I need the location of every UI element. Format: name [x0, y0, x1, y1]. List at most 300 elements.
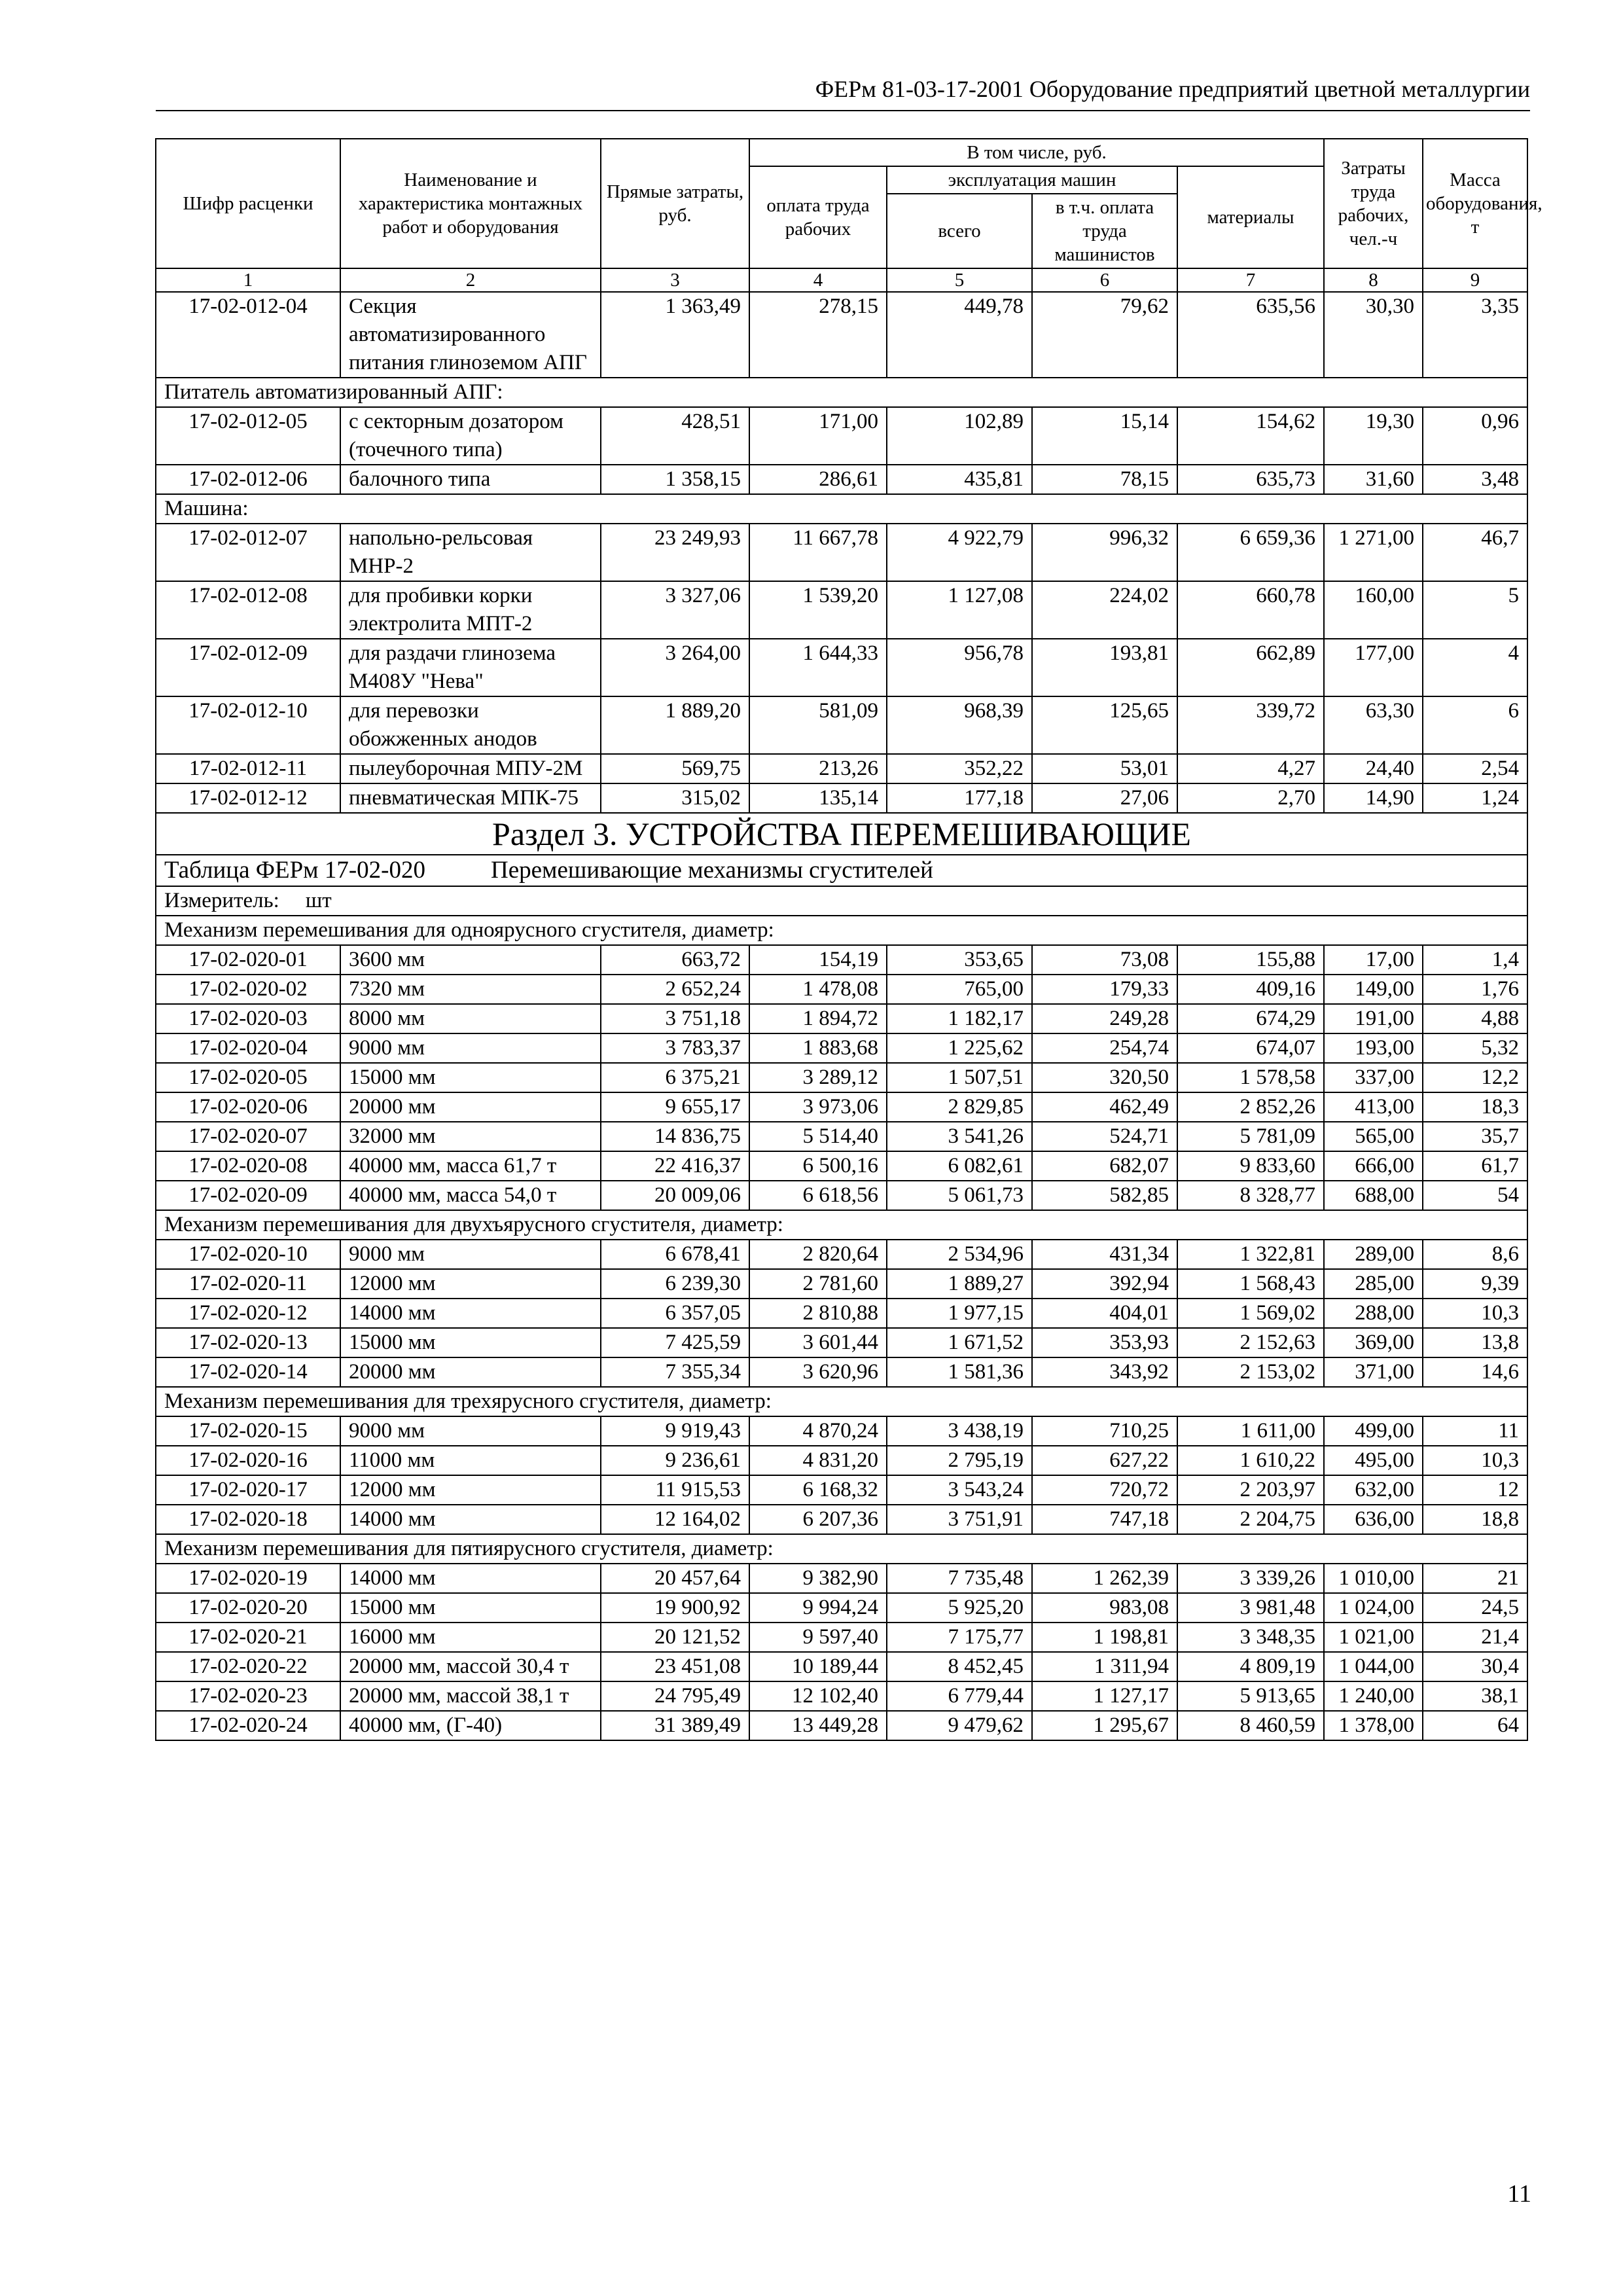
materials: 674,07	[1177, 1033, 1324, 1063]
equipment-mass: 10,3	[1423, 1299, 1527, 1328]
machine-total: 177,18	[887, 783, 1032, 813]
table-row	[156, 581, 1527, 639]
page-number: 11	[1507, 2180, 1531, 2208]
table-row	[156, 1623, 1527, 1652]
rate-name: 40000 мм, масса 54,0 т	[340, 1181, 601, 1210]
col-header-labor-hours: Затраты труда рабочих, чел.-ч	[1324, 139, 1423, 268]
table-row	[156, 1269, 1527, 1299]
machine-total: 353,65	[887, 945, 1032, 975]
machine-total: 5 925,20	[887, 1593, 1032, 1623]
rate-name: 12000 мм	[340, 1475, 601, 1505]
machine-total: 2 534,96	[887, 1240, 1032, 1269]
labor-hours: 369,00	[1324, 1328, 1423, 1357]
table-row	[156, 1151, 1527, 1181]
machinist-pay: 627,22	[1032, 1446, 1177, 1475]
labor-hours: 495,00	[1324, 1446, 1423, 1475]
rate-code: 17-02-020-04	[156, 1033, 340, 1063]
col-header-machinist-pay: в т.ч. оплата труда машинистов	[1032, 194, 1177, 268]
equipment-mass: 18,8	[1423, 1505, 1527, 1534]
section-block	[156, 813, 1527, 916]
labor-hours: 24,40	[1324, 754, 1423, 783]
direct-cost: 20 457,64	[601, 1564, 749, 1593]
col-number: 9	[1423, 268, 1527, 292]
rate-name: 14000 мм	[340, 1505, 601, 1534]
labor-hours: 14,90	[1324, 783, 1423, 813]
equipment-mass: 2,54	[1423, 754, 1527, 783]
direct-cost: 7 355,34	[601, 1357, 749, 1387]
machine-total: 3 541,26	[887, 1122, 1032, 1151]
labor-pay: 1 894,72	[749, 1004, 887, 1033]
labor-hours: 285,00	[1324, 1269, 1423, 1299]
machine-total: 5 061,73	[887, 1181, 1032, 1210]
labor-pay: 3 289,12	[749, 1063, 887, 1092]
materials: 2 152,63	[1177, 1328, 1324, 1357]
machine-total: 2 829,85	[887, 1092, 1032, 1122]
materials: 635,73	[1177, 465, 1324, 494]
machinist-pay: 983,08	[1032, 1593, 1177, 1623]
table-body-part2	[156, 916, 1527, 1740]
table-row	[156, 1181, 1527, 1210]
materials: 635,56	[1177, 292, 1324, 378]
rate-code: 17-02-020-23	[156, 1681, 340, 1711]
labor-pay: 5 514,40	[749, 1122, 887, 1151]
equipment-mass: 0,96	[1423, 407, 1527, 465]
table-row	[156, 292, 1527, 378]
materials: 2 203,97	[1177, 1475, 1324, 1505]
equipment-mass: 5,32	[1423, 1033, 1527, 1063]
materials: 4,27	[1177, 754, 1324, 783]
table-row	[156, 524, 1527, 581]
equipment-mass: 3,35	[1423, 292, 1527, 378]
rates-table	[155, 138, 1543, 1741]
col-number: 2	[340, 268, 601, 292]
col-header-mass: Масса оборудования, т	[1423, 139, 1527, 268]
rate-code: 17-02-012-10	[156, 696, 340, 754]
equipment-mass: 8,6	[1423, 1240, 1527, 1269]
machine-total: 7 735,48	[887, 1564, 1032, 1593]
labor-pay: 213,26	[749, 754, 887, 783]
labor-hours: 337,00	[1324, 1063, 1423, 1092]
materials: 1 322,81	[1177, 1240, 1324, 1269]
equipment-mass: 64	[1423, 1711, 1527, 1740]
machinist-pay: 249,28	[1032, 1004, 1177, 1033]
machine-total: 1 581,36	[887, 1357, 1032, 1387]
machinist-pay: 1 262,39	[1032, 1564, 1177, 1593]
machine-total: 1 671,52	[887, 1328, 1032, 1357]
col-header-name: Наименование и характеристика монтажных работ и оборудования	[340, 139, 601, 268]
section-title: Раздел 3. УСТРОЙСТВА ПЕРЕМЕШИВАЮЩИЕ	[156, 813, 1527, 855]
direct-cost: 31 389,49	[601, 1711, 749, 1740]
rate-code: 17-02-020-02	[156, 975, 340, 1004]
rate-name: 40000 мм, масса 61,7 т	[340, 1151, 601, 1181]
materials: 8 328,77	[1177, 1181, 1324, 1210]
group-row	[156, 916, 1527, 945]
group-row	[156, 494, 1527, 524]
rate-code: 17-02-020-22	[156, 1652, 340, 1681]
col-header-machine-total: всего	[887, 194, 1032, 268]
direct-cost: 19 900,92	[601, 1593, 749, 1623]
table-row	[156, 1328, 1527, 1357]
rate-code: 17-02-020-10	[156, 1240, 340, 1269]
labor-hours: 177,00	[1324, 639, 1423, 696]
rate-code: 17-02-012-06	[156, 465, 340, 494]
rate-code: 17-02-012-04	[156, 292, 340, 378]
rate-name: 9000 мм	[340, 1416, 601, 1446]
equipment-mass: 18,3	[1423, 1092, 1527, 1122]
machinist-pay: 79,62	[1032, 292, 1177, 378]
labor-pay: 10 189,44	[749, 1652, 887, 1681]
rate-name: балочного типа	[340, 465, 601, 494]
machinist-pay: 179,33	[1032, 975, 1177, 1004]
materials: 660,78	[1177, 581, 1324, 639]
rate-name: для раздачи глинозема М408У "Нева"	[340, 639, 601, 696]
labor-pay: 13 449,28	[749, 1711, 887, 1740]
table-title	[156, 855, 1527, 886]
materials: 9 833,60	[1177, 1151, 1324, 1181]
table-row	[156, 1033, 1527, 1063]
labor-pay: 2 820,64	[749, 1240, 887, 1269]
rate-name: 15000 мм	[340, 1063, 601, 1092]
labor-hours: 688,00	[1324, 1181, 1423, 1210]
labor-hours: 632,00	[1324, 1475, 1423, 1505]
labor-pay: 1 883,68	[749, 1033, 887, 1063]
direct-cost: 6 239,30	[601, 1269, 749, 1299]
machinist-pay: 73,08	[1032, 945, 1177, 975]
col-number: 5	[887, 268, 1032, 292]
group-label: Механизм перемешивания для двухъярусного сгустителя, диаметр:	[156, 1210, 1527, 1240]
labor-hours: 413,00	[1324, 1092, 1423, 1122]
labor-pay: 9 994,24	[749, 1593, 887, 1623]
materials: 5 913,65	[1177, 1681, 1324, 1711]
equipment-mass: 30,4	[1423, 1652, 1527, 1681]
rate-name: 3600 мм	[340, 945, 601, 975]
machinist-pay: 1 295,67	[1032, 1711, 1177, 1740]
rate-code: 17-02-020-17	[156, 1475, 340, 1505]
rate-name: 16000 мм	[340, 1623, 601, 1652]
table-row	[156, 1122, 1527, 1151]
group-row	[156, 1210, 1527, 1240]
table-row	[156, 1593, 1527, 1623]
labor-pay: 9 597,40	[749, 1623, 887, 1652]
table-row	[156, 1357, 1527, 1387]
labor-hours: 193,00	[1324, 1033, 1423, 1063]
machine-total: 2 795,19	[887, 1446, 1032, 1475]
direct-cost: 7 425,59	[601, 1328, 749, 1357]
machine-total: 968,39	[887, 696, 1032, 754]
labor-hours: 31,60	[1324, 465, 1423, 494]
labor-pay: 1 478,08	[749, 975, 887, 1004]
labor-hours: 1 240,00	[1324, 1681, 1423, 1711]
equipment-mass: 12	[1423, 1475, 1527, 1505]
col-header-including: В том числе, руб.	[749, 139, 1324, 166]
materials: 2 204,75	[1177, 1505, 1324, 1534]
machine-total: 1 182,17	[887, 1004, 1032, 1033]
labor-pay: 6 500,16	[749, 1151, 887, 1181]
materials: 674,29	[1177, 1004, 1324, 1033]
direct-cost: 9 919,43	[601, 1416, 749, 1446]
rate-code: 17-02-012-12	[156, 783, 340, 813]
table-row	[156, 1446, 1527, 1475]
materials: 1 610,22	[1177, 1446, 1324, 1475]
materials: 6 659,36	[1177, 524, 1324, 581]
machine-total: 102,89	[887, 407, 1032, 465]
equipment-mass: 61,7	[1423, 1151, 1527, 1181]
rate-name: 15000 мм	[340, 1328, 601, 1357]
equipment-mass: 11	[1423, 1416, 1527, 1446]
equipment-mass: 9,39	[1423, 1269, 1527, 1299]
equipment-mass: 21,4	[1423, 1623, 1527, 1652]
materials: 1 569,02	[1177, 1299, 1324, 1328]
labor-hours: 1 021,00	[1324, 1623, 1423, 1652]
materials: 2 153,02	[1177, 1357, 1324, 1387]
labor-hours: 289,00	[1324, 1240, 1423, 1269]
machine-total: 1 507,51	[887, 1063, 1032, 1092]
labor-pay: 1 644,33	[749, 639, 887, 696]
labor-pay: 2 781,60	[749, 1269, 887, 1299]
rate-name: 32000 мм	[340, 1122, 601, 1151]
rate-name: с секторным дозатором (точечного типа)	[340, 407, 601, 465]
labor-hours: 1 044,00	[1324, 1652, 1423, 1681]
machinist-pay: 224,02	[1032, 581, 1177, 639]
machinist-pay: 996,32	[1032, 524, 1177, 581]
equipment-mass: 21	[1423, 1564, 1527, 1593]
labor-hours: 19,30	[1324, 407, 1423, 465]
equipment-mass: 54	[1423, 1181, 1527, 1210]
direct-cost: 315,02	[601, 783, 749, 813]
table-row	[156, 1475, 1527, 1505]
labor-pay: 286,61	[749, 465, 887, 494]
labor-pay: 2 810,88	[749, 1299, 887, 1328]
machinist-pay: 431,34	[1032, 1240, 1177, 1269]
group-row	[156, 1534, 1527, 1564]
equipment-mass: 4	[1423, 639, 1527, 696]
direct-cost: 3 783,37	[601, 1033, 749, 1063]
direct-cost: 20 009,06	[601, 1181, 749, 1210]
direct-cost: 569,75	[601, 754, 749, 783]
table-row	[156, 696, 1527, 754]
col-header-materials: материалы	[1177, 166, 1324, 268]
machinist-pay: 1 127,17	[1032, 1681, 1177, 1711]
table-row	[156, 1505, 1527, 1534]
rate-code: 17-02-020-11	[156, 1269, 340, 1299]
materials: 409,16	[1177, 975, 1324, 1004]
direct-cost: 23 249,93	[601, 524, 749, 581]
table-body-part1	[156, 292, 1527, 813]
machine-total: 1 889,27	[887, 1269, 1032, 1299]
table-row	[156, 1416, 1527, 1446]
rate-code: 17-02-012-07	[156, 524, 340, 581]
labor-hours: 636,00	[1324, 1505, 1423, 1534]
machinist-pay: 353,93	[1032, 1328, 1177, 1357]
rate-name: 14000 мм	[340, 1299, 601, 1328]
table-title-name: Перемешивающие механизмы сгустителей	[490, 857, 933, 884]
labor-hours: 565,00	[1324, 1122, 1423, 1151]
rate-name: Секция автоматизированного питания глиноземом АПГ	[340, 292, 601, 378]
machine-total: 8 452,45	[887, 1652, 1032, 1681]
table-row	[156, 1564, 1527, 1593]
direct-cost: 6 357,05	[601, 1299, 749, 1328]
labor-pay: 12 102,40	[749, 1681, 887, 1711]
machinist-pay: 15,14	[1032, 407, 1177, 465]
labor-hours: 160,00	[1324, 581, 1423, 639]
materials: 8 460,59	[1177, 1711, 1324, 1740]
col-number: 7	[1177, 268, 1324, 292]
col-number: 3	[601, 268, 749, 292]
machine-total: 352,22	[887, 754, 1032, 783]
machinist-pay: 1 311,94	[1032, 1652, 1177, 1681]
rate-name: пневматическая МПК-75	[340, 783, 601, 813]
rate-name: 20000 мм, массой 38,1 т	[340, 1681, 601, 1711]
direct-cost: 12 164,02	[601, 1505, 749, 1534]
rate-name: 12000 мм	[340, 1269, 601, 1299]
materials: 1 568,43	[1177, 1269, 1324, 1299]
direct-cost: 20 121,52	[601, 1623, 749, 1652]
labor-pay: 6 207,36	[749, 1505, 887, 1534]
table-header	[156, 139, 1543, 292]
col-number: 1	[156, 268, 340, 292]
equipment-mass: 6	[1423, 696, 1527, 754]
equipment-mass: 10,3	[1423, 1446, 1527, 1475]
materials: 3 339,26	[1177, 1564, 1324, 1593]
table-row	[156, 1092, 1527, 1122]
labor-pay: 6 168,32	[749, 1475, 887, 1505]
group-label: Машина:	[156, 494, 1527, 524]
labor-hours: 288,00	[1324, 1299, 1423, 1328]
machinist-pay: 254,74	[1032, 1033, 1177, 1063]
materials: 154,62	[1177, 407, 1324, 465]
rate-name: 8000 мм	[340, 1004, 601, 1033]
measure-unit: шт	[305, 889, 332, 912]
machine-total: 3 438,19	[887, 1416, 1032, 1446]
materials: 3 981,48	[1177, 1593, 1324, 1623]
col-number: 6	[1032, 268, 1177, 292]
machine-total: 1 225,62	[887, 1033, 1032, 1063]
rate-code: 17-02-020-07	[156, 1122, 340, 1151]
machinist-pay: 193,81	[1032, 639, 1177, 696]
table-row	[156, 1711, 1527, 1740]
equipment-mass: 38,1	[1423, 1681, 1527, 1711]
machine-total: 765,00	[887, 975, 1032, 1004]
table-row	[156, 754, 1527, 783]
col-number: 8	[1324, 268, 1423, 292]
col-header-labor-pay: оплата труда рабочих	[749, 166, 887, 268]
machine-total: 1 977,15	[887, 1299, 1032, 1328]
group-row	[156, 1387, 1527, 1416]
rate-name: 20000 мм	[340, 1357, 601, 1387]
direct-cost: 663,72	[601, 945, 749, 975]
labor-pay: 4 831,20	[749, 1446, 887, 1475]
materials: 662,89	[1177, 639, 1324, 696]
group-label: Механизм перемешивания для трехярусного сгустителя, диаметр:	[156, 1387, 1527, 1416]
materials: 155,88	[1177, 945, 1324, 975]
labor-hours: 499,00	[1324, 1416, 1423, 1446]
labor-pay: 3 973,06	[749, 1092, 887, 1122]
rate-code: 17-02-012-09	[156, 639, 340, 696]
rate-code: 17-02-020-12	[156, 1299, 340, 1328]
table-row	[156, 639, 1527, 696]
rate-name: для пробивки корки электролита МПТ-2	[340, 581, 601, 639]
table-row	[156, 1299, 1527, 1328]
machine-total: 435,81	[887, 465, 1032, 494]
labor-hours: 371,00	[1324, 1357, 1423, 1387]
labor-hours: 30,30	[1324, 292, 1423, 378]
direct-cost: 9 236,61	[601, 1446, 749, 1475]
direct-cost: 1 889,20	[601, 696, 749, 754]
machine-total: 6 082,61	[887, 1151, 1032, 1181]
labor-pay: 9 382,90	[749, 1564, 887, 1593]
labor-hours: 1 010,00	[1324, 1564, 1423, 1593]
equipment-mass: 24,5	[1423, 1593, 1527, 1623]
rate-name: 14000 мм	[340, 1564, 601, 1593]
direct-cost: 1 363,49	[601, 292, 749, 378]
equipment-mass: 4,88	[1423, 1004, 1527, 1033]
direct-cost: 14 836,75	[601, 1122, 749, 1151]
rate-name: 20000 мм	[340, 1092, 601, 1122]
machine-total: 3 543,24	[887, 1475, 1032, 1505]
group-label: Механизм перемешивания для одноярусного сгустителя, диаметр:	[156, 916, 1527, 945]
table-row	[156, 1681, 1527, 1711]
machinist-pay: 524,71	[1032, 1122, 1177, 1151]
materials: 4 809,19	[1177, 1652, 1324, 1681]
page-header: ФЕРм 81-03-17-2001 Оборудование предприятий цветной металлургии	[156, 72, 1530, 111]
table-title-code: Таблица ФЕРм 17-02-020	[164, 857, 425, 884]
labor-pay: 4 870,24	[749, 1416, 887, 1446]
labor-pay: 11 667,78	[749, 524, 887, 581]
rate-code: 17-02-020-20	[156, 1593, 340, 1623]
rate-code: 17-02-020-18	[156, 1505, 340, 1534]
group-row	[156, 378, 1527, 407]
materials: 2 852,26	[1177, 1092, 1324, 1122]
direct-cost: 24 795,49	[601, 1681, 749, 1711]
rate-name: 7320 мм	[340, 975, 601, 1004]
rate-name: 15000 мм	[340, 1593, 601, 1623]
rate-code: 17-02-020-09	[156, 1181, 340, 1210]
table-row	[156, 465, 1527, 494]
machinist-pay: 320,50	[1032, 1063, 1177, 1092]
table-row	[156, 1240, 1527, 1269]
machinist-pay: 582,85	[1032, 1181, 1177, 1210]
materials: 3 348,35	[1177, 1623, 1324, 1652]
machine-total: 7 175,77	[887, 1623, 1032, 1652]
direct-cost: 3 264,00	[601, 639, 749, 696]
rate-name: для перевозки обожженных анодов	[340, 696, 601, 754]
equipment-mass: 14,6	[1423, 1357, 1527, 1387]
table-row	[156, 783, 1527, 813]
labor-hours: 1 024,00	[1324, 1593, 1423, 1623]
col-number: 4	[749, 268, 887, 292]
direct-cost: 1 358,15	[601, 465, 749, 494]
machinist-pay: 392,94	[1032, 1269, 1177, 1299]
equipment-mass: 1,24	[1423, 783, 1527, 813]
labor-hours: 666,00	[1324, 1151, 1423, 1181]
group-label: Механизм перемешивания для пятиярусного сгустителя, диаметр:	[156, 1534, 1527, 1564]
machinist-pay: 710,25	[1032, 1416, 1177, 1446]
labor-hours: 1 378,00	[1324, 1711, 1423, 1740]
labor-pay: 171,00	[749, 407, 887, 465]
machinist-pay: 343,92	[1032, 1357, 1177, 1387]
rate-code: 17-02-020-01	[156, 945, 340, 975]
labor-hours: 149,00	[1324, 975, 1423, 1004]
table-row	[156, 1063, 1527, 1092]
rate-name: 20000 мм, массой 30,4 т	[340, 1652, 601, 1681]
direct-cost: 22 416,37	[601, 1151, 749, 1181]
labor-pay: 3 601,44	[749, 1328, 887, 1357]
rate-code: 17-02-012-08	[156, 581, 340, 639]
table-row	[156, 407, 1527, 465]
direct-cost: 23 451,08	[601, 1652, 749, 1681]
direct-cost: 11 915,53	[601, 1475, 749, 1505]
rate-code: 17-02-020-15	[156, 1416, 340, 1446]
